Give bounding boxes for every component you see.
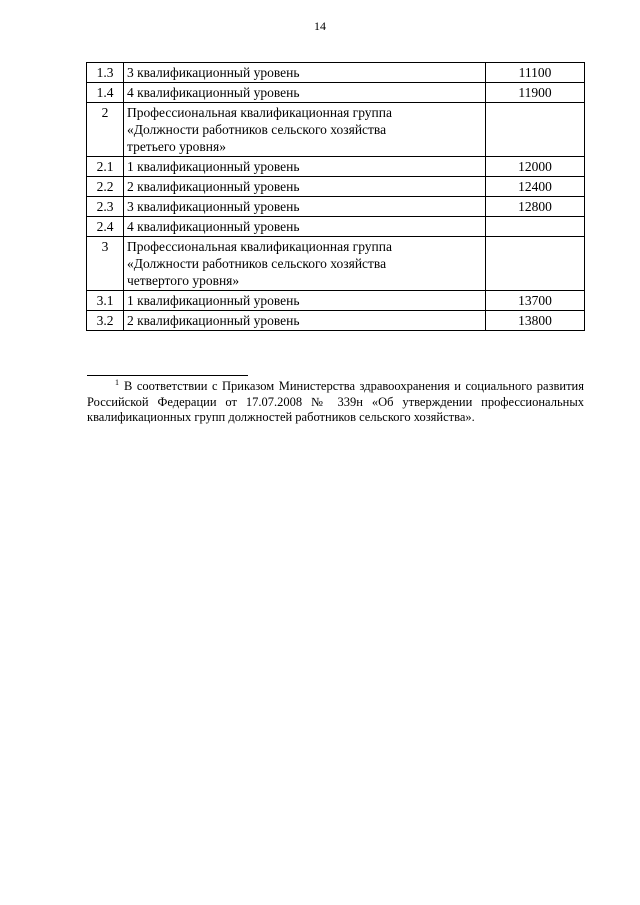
row-value: 11900	[486, 83, 585, 103]
row-value: 12800	[486, 197, 585, 217]
row-name: 1 квалификационный уровень	[124, 291, 486, 311]
row-name: 2 квалификационный уровень	[124, 311, 486, 331]
page-number: 14	[314, 19, 326, 33]
row-number: 2.4	[87, 217, 124, 237]
row-value: 12400	[486, 177, 585, 197]
row-value	[486, 103, 585, 157]
row-value	[486, 237, 585, 291]
table-row	[87, 63, 585, 83]
row-number: 3	[87, 237, 124, 291]
table-row	[87, 311, 585, 331]
row-name: 3 квалификационный уровень	[124, 197, 486, 217]
footnote-separator	[87, 375, 248, 376]
row-number: 2.1	[87, 157, 124, 177]
footnote-marker: 1	[115, 377, 119, 387]
table-row-group	[87, 237, 585, 291]
row-name: 4 квалификационный уровень	[124, 217, 486, 237]
table-row	[87, 177, 585, 197]
footnote-text: В соответствии с Приказом Министерства здравоохранения и социального развития Российской Федерации от 17.07.2008 № 339н «Об утверждении профессиональных квалификационных групп должностей работников сельского хозяйства».	[87, 379, 584, 424]
row-name: 3 квалификационный уровень	[124, 63, 486, 83]
row-value: 11100	[486, 63, 585, 83]
row-number: 2.2	[87, 177, 124, 197]
group-title: Профессиональная квалификационная группа «Должности работников сельского хозяйства третьего уровня»	[124, 103, 486, 157]
salary-table-body	[87, 63, 585, 331]
row-number: 1.3	[87, 63, 124, 83]
row-number: 3.1	[87, 291, 124, 311]
table-row	[87, 217, 585, 237]
row-number: 2	[87, 103, 124, 157]
table-row	[87, 291, 585, 311]
table-row-group	[87, 103, 585, 157]
table-row	[87, 197, 585, 217]
row-name: 1 квалификационный уровень	[124, 157, 486, 177]
table-row	[87, 83, 585, 103]
salary-table	[86, 62, 585, 331]
row-number: 1.4	[87, 83, 124, 103]
row-value	[486, 217, 585, 237]
footnote	[87, 379, 584, 426]
row-name: 2 квалификационный уровень	[124, 177, 486, 197]
row-number: 3.2	[87, 311, 124, 331]
table-row	[87, 157, 585, 177]
row-value: 12000	[486, 157, 585, 177]
group-title: Профессиональная квалификационная группа «Должности работников сельского хозяйства четвертого уровня»	[124, 237, 486, 291]
row-number: 2.3	[87, 197, 124, 217]
row-value: 13800	[486, 311, 585, 331]
row-value: 13700	[486, 291, 585, 311]
row-name: 4 квалификационный уровень	[124, 83, 486, 103]
